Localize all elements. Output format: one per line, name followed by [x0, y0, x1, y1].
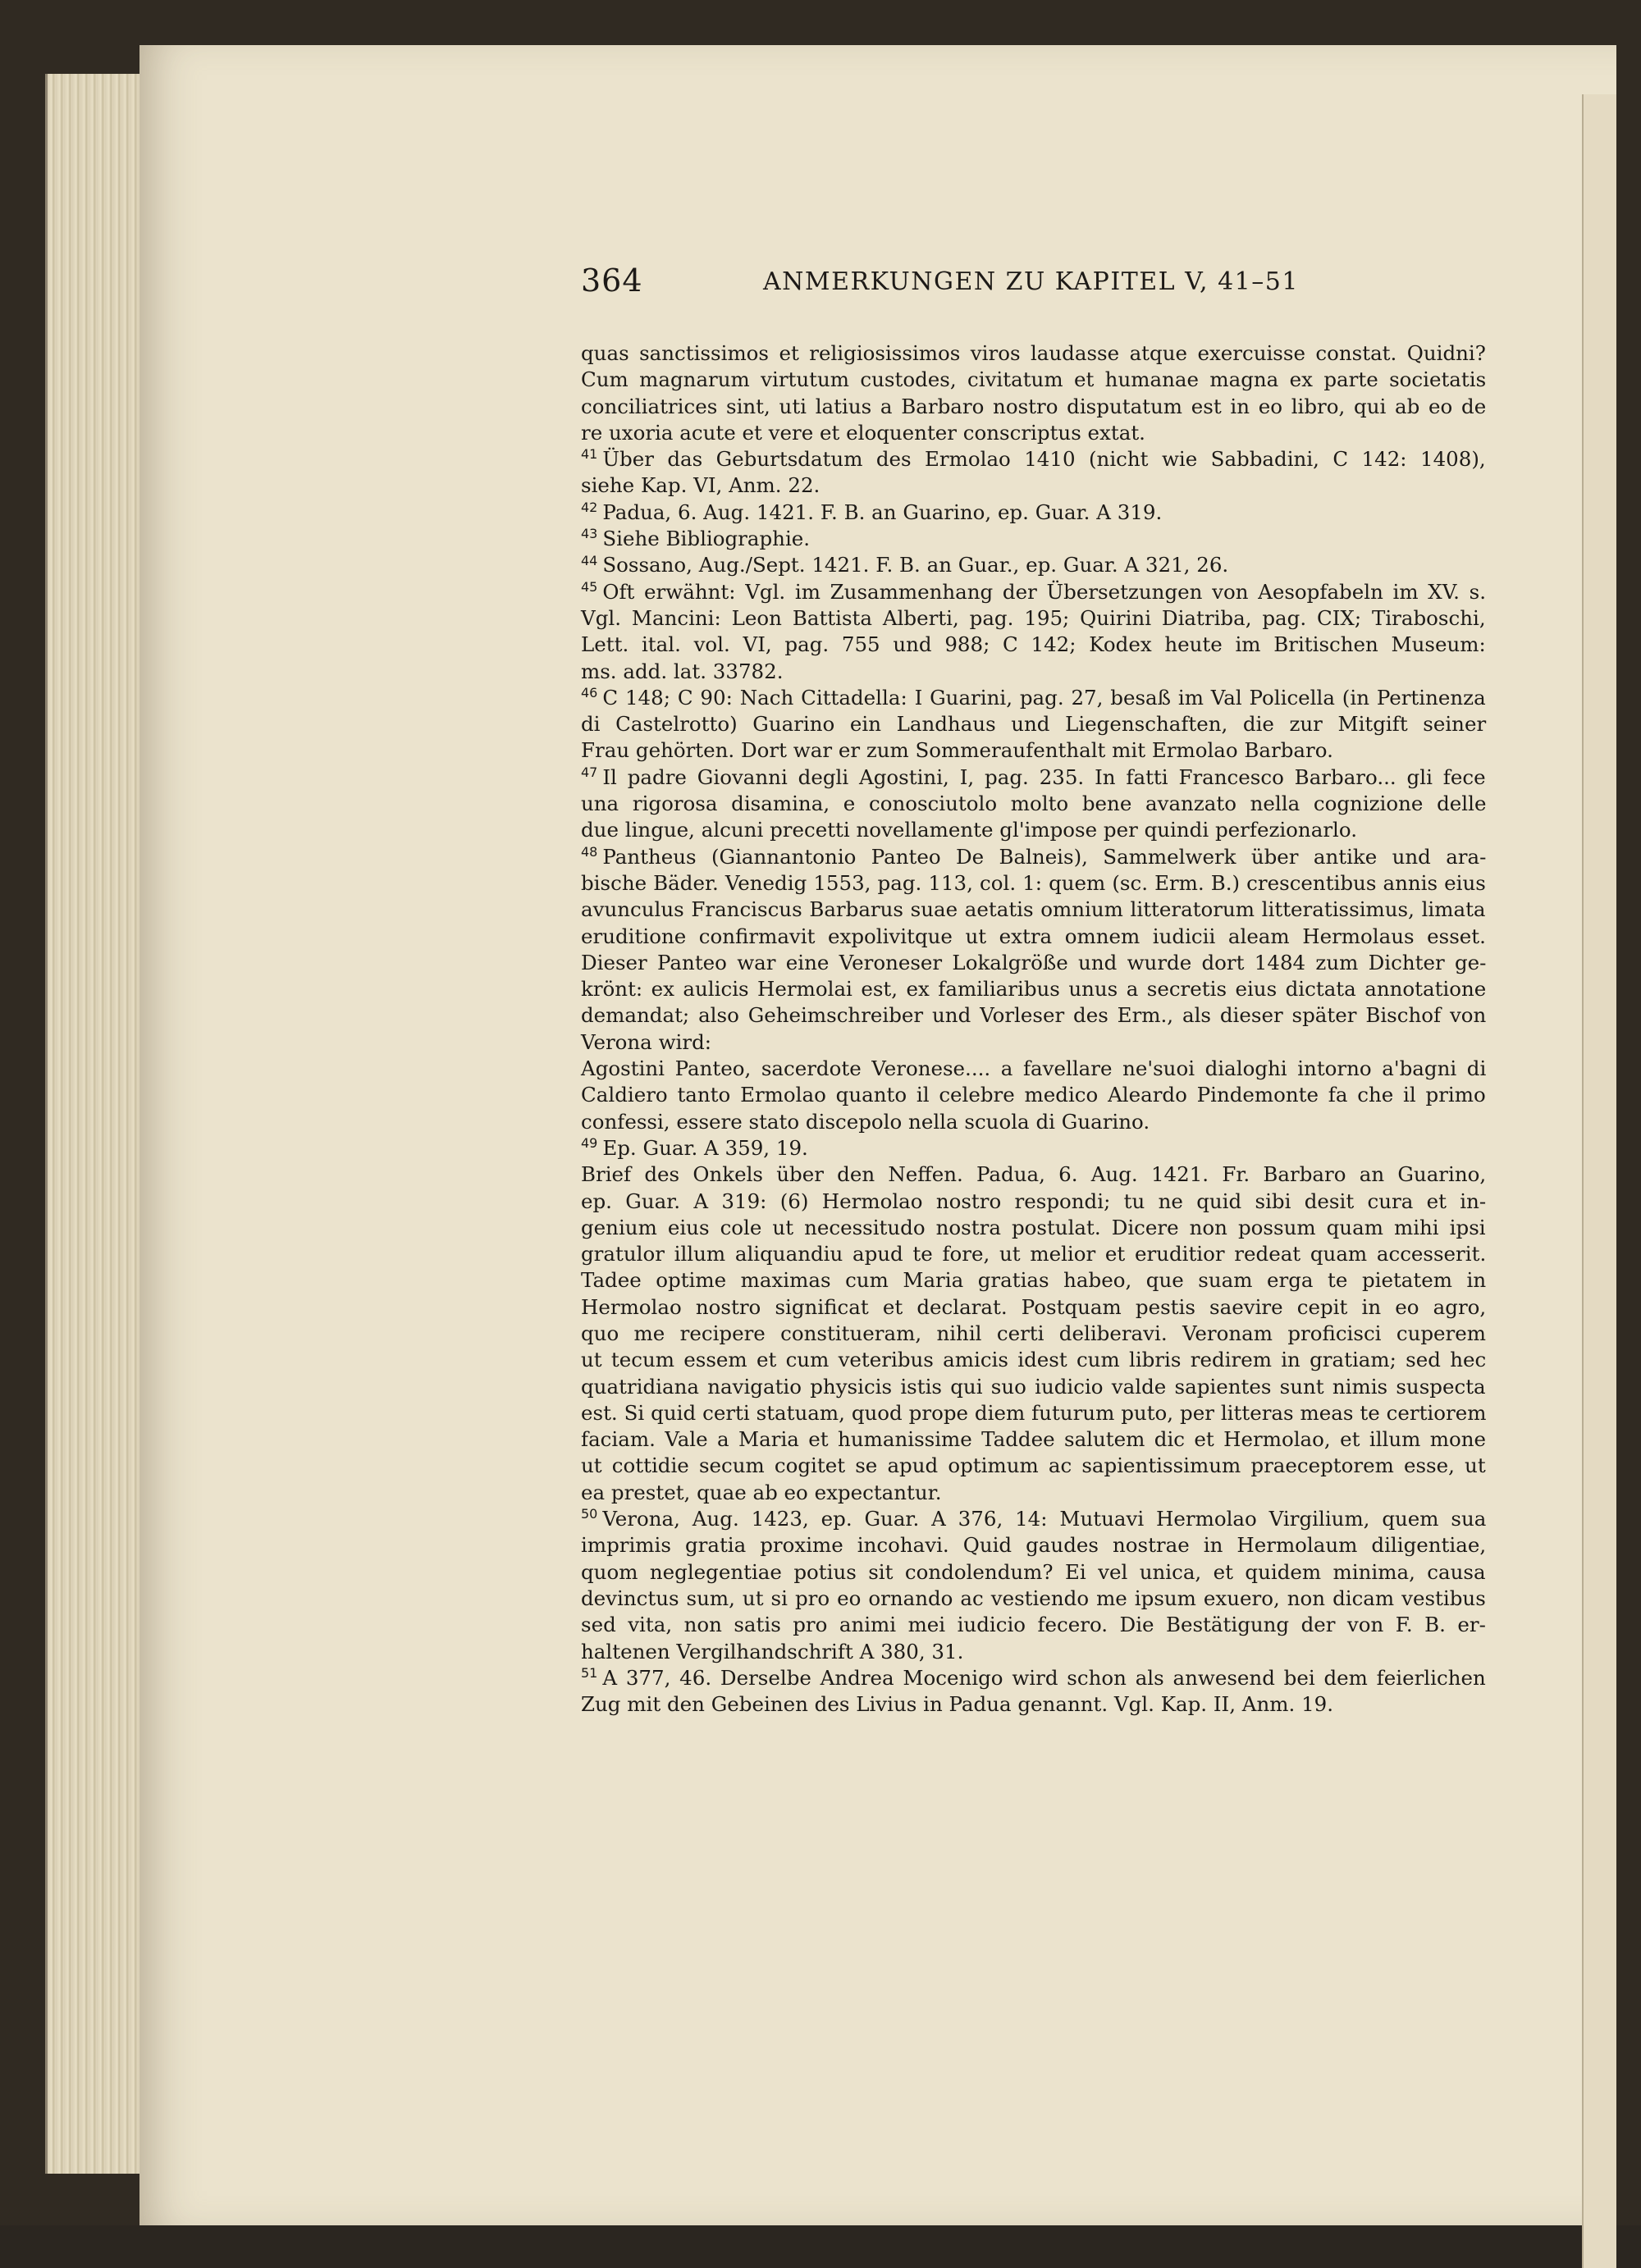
- line-text: due lingue, alcuni precetti novellamente gl'impose per quindi perfezionarlo.: [581, 818, 1357, 842]
- footnote-number: 42: [581, 499, 598, 515]
- line-text: confessi, essere stato discepolo nella scuola di Guarino.: [581, 1109, 1150, 1134]
- text-line: [581, 1029, 1486, 1056]
- line-text: A 377, 46. Derselbe Andrea Mocenigo wird schon als anwesend bei dem feierlichen: [602, 1665, 1486, 1690]
- text-line: [581, 1639, 1486, 1665]
- line-text: imprimis gratia proxime incohavi. Quid gaudes nostrae in Hermolaum diligentiae,: [581, 1533, 1487, 1558]
- footnote-number: 46: [581, 685, 598, 701]
- line-text: est. Si quid certi statuam, quod prope diem futurum puto, per litteras meas te certiorem: [581, 1400, 1487, 1425]
- text-line: [581, 552, 1486, 578]
- line-text: genium eius cole ut necessitudo nostra postulat. Dicere non possum quam mihi ipsi: [581, 1215, 1486, 1239]
- footnote-number: 44: [581, 552, 598, 568]
- text-line: [581, 1480, 1486, 1506]
- text-line: [581, 579, 1486, 605]
- line-text: quatridiana navigatio physicis istis qui suo iudicio valde sapientes sunt nimis suspecta: [581, 1374, 1486, 1399]
- line-text: ms. add. lat. 33782.: [581, 659, 784, 683]
- text-line: [581, 1453, 1486, 1479]
- line-text: Cum magnarum virtutum custodes, civitatum et humanae magna ex parte societatis: [581, 367, 1487, 392]
- line-text: Il padre Giovanni degli Agostini, I, pag. 235. In fatti Francesco Barbaro... gli fece: [602, 764, 1486, 789]
- line-text: avunculus Franciscus Barbarus suae aetatis omnium litteratorum litteratissimus, limata: [581, 897, 1486, 922]
- text-line: [581, 1586, 1486, 1612]
- line-text: quo me recipere constitueram, nihil certi deliberavi. Veronam proficisci cuperem: [581, 1321, 1486, 1345]
- line-text: Caldiero tanto Ermolao quanto il celebre medico Aleardo Pindemonte fa che il primo: [581, 1083, 1486, 1107]
- line-text: Über das Geburtsdatum des Ermolao 1410 (nicht wie Sabbadini, C 142: 1408),: [602, 447, 1486, 472]
- text-line: [581, 1691, 1486, 1718]
- text-line: [581, 711, 1486, 737]
- page-number: 364: [581, 262, 643, 299]
- text-line: [581, 659, 1486, 685]
- text-line: [581, 526, 1486, 552]
- text-line: [581, 791, 1486, 817]
- line-text: quas sanctissimos et religiosissimos viros laudasse atque exercuisse constat. Quidni?: [581, 341, 1486, 365]
- text-line: [581, 737, 1486, 764]
- text-line: [581, 1002, 1486, 1029]
- line-text: Brief des Onkels über den Neffen. Padua, 6. Aug. 1421. Fr. Barbaro an Guarino,: [581, 1162, 1487, 1187]
- text-line: [581, 870, 1486, 897]
- footnote-number: 41: [581, 446, 598, 463]
- text-line: [581, 1426, 1486, 1453]
- line-text: Pantheus (Giannantonio Panteo De Balneis), Sammelwerk über antike und ara-: [602, 844, 1487, 869]
- line-text: Sossano, Aug./Sept. 1421. F. B. an Guar., ep. Guar. A 321, 26.: [602, 553, 1229, 577]
- line-text: Verona wird:: [581, 1029, 712, 1054]
- line-text: siehe Kap. VI, Anm. 22.: [581, 473, 820, 498]
- running-head: ANMERKUNGEN ZU KAPITEL V, 41–51: [763, 267, 1299, 296]
- text-line: [581, 1294, 1486, 1321]
- footnotes-text: [581, 340, 1486, 1718]
- text-line: [581, 1109, 1486, 1135]
- line-text: Dieser Panteo war eine Veroneser Lokalgröße und wurde dort 1484 zum Dichter ge-: [581, 950, 1487, 974]
- text-line: [581, 367, 1486, 393]
- text-line: [581, 1056, 1486, 1082]
- line-text: Tadee optime maximas cum Maria gratias habeo, que suam erga te pietatem in: [581, 1268, 1487, 1293]
- line-text: re uxoria acute et vere et eloquenter conscriptus extat.: [581, 420, 1145, 445]
- text-line: [581, 1532, 1486, 1558]
- text-line: [581, 1267, 1486, 1294]
- text-line: [581, 420, 1486, 446]
- line-text: sed vita, non satis pro animi mei iudicio fecero. Die Bestätigung der von F. B. er-: [581, 1613, 1486, 1637]
- footnote-number: 43: [581, 526, 598, 542]
- text-line: [581, 632, 1486, 658]
- text-line: [581, 1612, 1486, 1638]
- line-text: quom neglegentiae potius sit condolendum? Ei vel unica, et quidem minima, causa: [581, 1559, 1486, 1584]
- text-line: [581, 764, 1486, 791]
- text-line: [581, 1665, 1486, 1691]
- line-text: una rigorosa disamina, e conosciutolo molto bene avanzato nella cognizione delle: [581, 792, 1487, 816]
- text-line: [581, 1506, 1486, 1532]
- text-line: [581, 1241, 1486, 1267]
- page-header: [581, 262, 1486, 312]
- line-text: krönt: ex aulicis Hermolai est, ex familiaribus unus a secretis eius dictata annotatione: [581, 977, 1487, 1002]
- line-text: ut cottidie secum cogitet se apud optimum ac sapientissimum praeceptorem esse, ut: [581, 1453, 1486, 1478]
- text-line: [581, 605, 1486, 632]
- text-line: [581, 1135, 1486, 1161]
- line-text: Verona, Aug. 1423, ep. Guar. A 376, 14: Mutuavi Hermolao Virgilium, quem sua: [602, 1507, 1487, 1531]
- text-line: [581, 1215, 1486, 1241]
- line-text: demandat; also Geheimschreiber und Vorleser des Erm., als dieser später Bischof von: [581, 1003, 1487, 1028]
- line-text: ut tecum essem et cum veteribus amicis idest cum libris redirem in gratiam; sed hec: [581, 1348, 1487, 1372]
- text-line: [581, 924, 1486, 950]
- text-line: [581, 1374, 1486, 1400]
- text-line: [581, 1400, 1486, 1426]
- text-line: [581, 500, 1486, 526]
- line-text: ea prestet, quae ab eo expectantur.: [581, 1480, 942, 1504]
- text-line: [581, 394, 1486, 420]
- line-text: Frau gehörten. Dort war er zum Sommeraufenthalt mit Ermolao Barbaro.: [581, 738, 1333, 763]
- line-text: Padua, 6. Aug. 1421. F. B. an Guarino, ep. Guar. A 319.: [602, 500, 1163, 524]
- text-line: [581, 472, 1486, 499]
- text-line: [581, 1559, 1486, 1586]
- line-text: C 148; C 90: Nach Cittadella: I Guarini, pag. 27, besaß im Val Policella (in Pertinenza: [602, 685, 1486, 710]
- footnote-number: 50: [581, 1506, 598, 1522]
- line-text: haltenen Vergilhandschrift A 380, 31.: [581, 1639, 964, 1663]
- text-line: [581, 1347, 1486, 1373]
- footnote-number: 45: [581, 578, 598, 595]
- text-line: [581, 1321, 1486, 1347]
- text-line: [581, 340, 1486, 367]
- line-text: Zug mit den Gebeinen des Livius in Padua genannt. Vgl. Kap. II, Anm. 19.: [581, 1692, 1334, 1717]
- text-line: [581, 950, 1486, 976]
- footnote-number: 47: [581, 764, 598, 780]
- line-text: Oft erwähnt: Vgl. im Zusammenhang der Übersetzungen von Aesopfabeln im XV. s.: [602, 579, 1487, 604]
- text-line: [581, 446, 1486, 472]
- text-line: [581, 685, 1486, 711]
- line-text: di Castelrotto) Guarino ein Landhaus und Liegenschaften, die zur Mitgift seiner: [581, 712, 1487, 737]
- facing-page-edge: [1582, 94, 1616, 2268]
- line-text: Siehe Bibliographie.: [602, 527, 811, 551]
- footnote-number: 49: [581, 1135, 598, 1152]
- line-text: devinctus sum, ut si pro eo ornando ac vestiendo me ipsum exuero, non dicam vestibus: [581, 1586, 1486, 1610]
- text-line: [581, 976, 1486, 1002]
- text-line: [581, 1161, 1486, 1188]
- line-text: Vgl. Mancini: Leon Battista Alberti, pag. 195; Quirini Diatriba, pag. CIX; Tiraboschi,: [581, 605, 1486, 630]
- text-line: [581, 844, 1486, 870]
- line-text: Hermolao nostro significat et declarat. Postquam pestis saevire cepit in eo agro,: [581, 1294, 1487, 1319]
- text-line: [581, 897, 1486, 923]
- line-text: eruditione confirmavit expolivitque ut extra omnem iudicii aleam Hermolaus esset.: [581, 924, 1486, 948]
- line-text: bische Bäder. Venedig 1553, pag. 113, col. 1: quem (sc. Erm. B.) crescentibus annis eius: [581, 870, 1486, 895]
- text-line: [581, 1189, 1486, 1215]
- text-line: [581, 817, 1486, 843]
- footnote-number: 48: [581, 843, 598, 860]
- text-line: [581, 1082, 1486, 1108]
- line-text: Agostini Panteo, sacerdote Veronese.... a favellare ne'suoi dialoghi intorno a'bagni di: [581, 1056, 1487, 1081]
- line-text: Lett. ital. vol. VI, pag. 755 und 988; C 142; Kodex heute im Britischen Museum:: [581, 632, 1486, 657]
- line-text: conciliatrices sint, uti latius a Barbaro nostro disputatum est in eo libro, qui ab eo de: [581, 394, 1487, 418]
- footnote-number: 51: [581, 1665, 598, 1682]
- line-text: Ep. Guar. A 359, 19.: [602, 1135, 808, 1160]
- line-text: faciam. Vale a Maria et humanissime Taddee salutem dic et Hermolao, et illum mone: [581, 1427, 1487, 1452]
- line-text: gratulor illum aliquandiu apud te fore, ut melior et eruditior redeat quam accesserit.: [581, 1242, 1487, 1266]
- line-text: ep. Guar. A 319: (6) Hermolao nostro respondi; tu ne quid sibi desit cura et in-: [581, 1189, 1487, 1213]
